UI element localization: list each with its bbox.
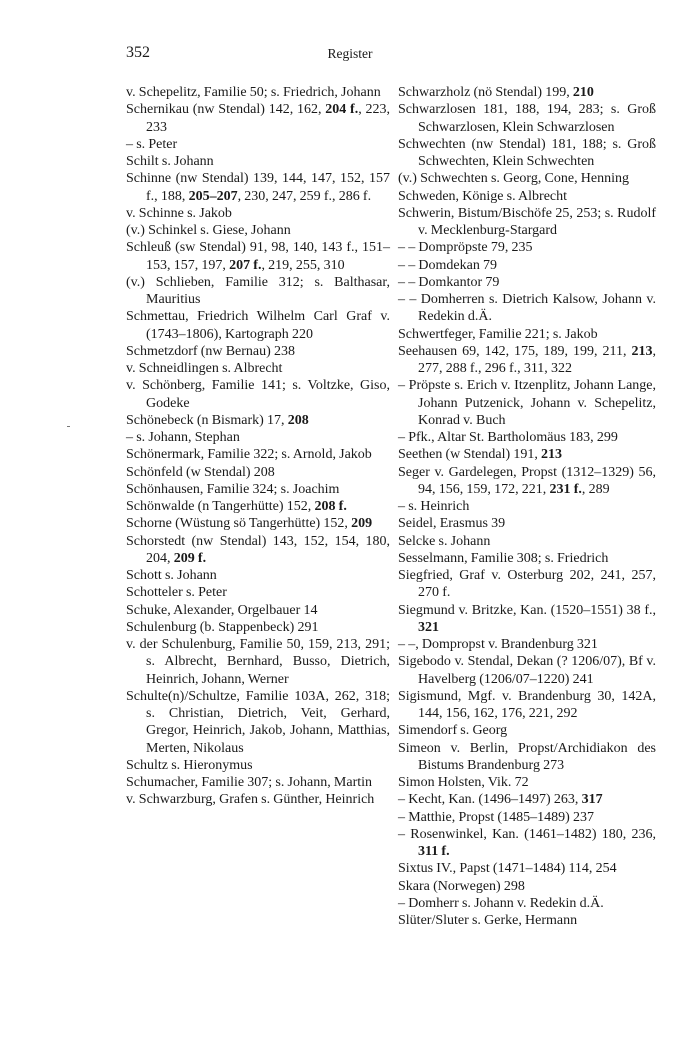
index-entry: [126, 757, 390, 774]
index-entry: [126, 84, 390, 101]
index-entry: [126, 498, 390, 515]
index-entry-text: Schleuß (sw Stendal) 91, 98, 140, 143 f., 151–153, 157, 197,: [126, 240, 390, 273]
index-entry-text: , 223, 233: [146, 102, 390, 135]
index-entry-text: Slüter/Sluter s. Gerke, Hermann: [398, 913, 578, 928]
index-entry-page-bold: 209: [351, 516, 373, 532]
index-entry-text: Selcke s. Johann: [398, 533, 491, 549]
index-entry: [398, 515, 656, 532]
index-entry-text: Seger v. Gardelegen, Propst (1312–1329) 56, 94, 156, 159, 172, 221,: [398, 464, 656, 497]
index-entry-page-bold: 205–207: [188, 188, 238, 204]
index-entry-text: Sigebodo v. Stendal, Dekan (? 1206/07), Bf v. Havelberg (1206/07–1220) 241: [398, 654, 656, 687]
index-entry: [398, 912, 656, 929]
index-entry-text: Schulte(n)/Schultze, Familie 103A, 262, 318; s. Christian, Dietrich, Veit, Gerhard, Gregor, Heinrich, Jakob, Johann, Matthias, Merten, Nikolaus: [126, 688, 390, 756]
index-entry: [398, 653, 656, 688]
index-entry: [126, 274, 390, 309]
index-entry-page-bold: 231 f.: [549, 481, 582, 497]
index-entry: [126, 481, 390, 498]
index-entry: [126, 515, 390, 532]
index-entry: [126, 584, 390, 601]
index-entry-text: – s. Heinrich: [398, 499, 470, 514]
index-entry-text: (v.) Schlieben, Familie 312; s. Balthasar, Mauritius: [126, 274, 390, 307]
index-entry-text: Skara (Norwegen) 298: [398, 878, 525, 894]
index-entry: [398, 774, 656, 791]
page-number: 352: [126, 44, 150, 61]
index-entry: [398, 791, 656, 808]
index-entry-text: – Pröpste s. Erich v. Itzenplitz, Johann Lange, Johann Putzenick, Johann v. Schepelitz, Konrad v. Buch: [398, 378, 656, 428]
index-entry-text: , 277, 288 f., 296 f., 311, 322: [418, 343, 656, 376]
index-entry-text: Schorne (Wüstung sö Tangerhütte) 152,: [126, 516, 352, 532]
index-entry-text: , 289: [581, 481, 610, 497]
index-entry: [126, 619, 390, 636]
index-entry: [398, 239, 656, 256]
index-entry-page-bold: 317: [581, 792, 603, 808]
index-entry: [398, 291, 656, 326]
index-entry: [126, 101, 390, 136]
index-entry-text: Schulenburg (b. Stappenbeck) 291: [126, 619, 319, 635]
index-entry-text: Schwarzholz (nö Stendal) 199,: [398, 85, 573, 100]
index-entry: [398, 274, 656, 291]
index-entry: [398, 688, 656, 723]
index-entry-text: Siegmund v. Britzke, Kan. (1520–1551) 38 f.,: [398, 602, 656, 618]
margin-mark: [67, 426, 70, 427]
index-entry: [398, 636, 656, 653]
index-entry-text: v. Schepelitz, Familie 50; s. Friedrich, Johann: [126, 85, 381, 100]
index-entry-page-bold: 209 f.: [173, 550, 207, 566]
index-entry-text: v. Schönberg, Familie 141; s. Voltzke, Giso, Godeke: [126, 378, 390, 411]
index-entry-page-bold: 213: [541, 447, 563, 463]
index-entry-text: Simendorf s. Georg: [398, 723, 508, 739]
index-entry-text: Schwerin, Bistum/Bischöfe 25, 253; s. Rudolf v. Mecklenburg-Stargard: [398, 205, 656, 238]
index-entry: [398, 205, 656, 240]
index-entry: [398, 429, 656, 446]
index-entry-text: Siegfried, Graf v. Osterburg 202, 241, 257, 270 f.: [398, 568, 656, 601]
index-entry-text: – – Domkantor 79: [398, 274, 500, 290]
index-entry: [126, 429, 390, 446]
index-entry-text: – Rosenwinkel, Kan. (1461–1482) 180, 236,: [398, 826, 656, 842]
index-entry: [126, 343, 390, 360]
index-entry-text: v. Schinne s. Jakob: [126, 205, 232, 221]
index-entry: [126, 567, 390, 584]
index-entry: [126, 239, 390, 274]
index-entry: [126, 136, 390, 153]
index-entry-text: (v.) Schwechten s. Georg, Cone, Henning: [398, 171, 630, 187]
index-entry-text: Schultz s. Hieronymus: [126, 757, 253, 773]
index-entry: [398, 257, 656, 274]
index-entry: [126, 533, 390, 568]
index-entry-page-bold: 204 f.: [325, 102, 359, 118]
index-entry: [126, 153, 390, 170]
index-entry: [126, 308, 390, 343]
index-entry-text: – s. Johann, Stephan: [126, 430, 240, 445]
index-entry: [398, 498, 656, 515]
index-entry: [398, 860, 656, 877]
index-entry-text: Schönebeck (n Bismark) 17,: [126, 412, 288, 428]
index-entry-text: Schönhausen, Familie 324; s. Joachim: [126, 481, 340, 497]
index-entry-text: Schinne (nw Stendal) 139, 144, 147, 152, 157 f., 188,: [126, 171, 390, 204]
index-entry-page-bold: 210: [572, 85, 594, 100]
index-entry-text: Sigismund, Mgf. v. Brandenburg 30, 142A, 144, 156, 162, 176, 221, 292: [398, 688, 656, 721]
index-entry: [126, 688, 390, 757]
index-entry: [398, 326, 656, 343]
index-entry-text: – Domherr s. Johann v. Redekin d.Ä.: [398, 895, 604, 911]
index-entry-text: Sixtus IV., Papst (1471–1484) 114, 254: [398, 861, 617, 877]
index-entry: [126, 205, 390, 222]
index-entry-text: – – Domherren s. Dietrich Kalsow, Johann v. Redekin d.Ä.: [398, 292, 656, 325]
index-entry: [398, 895, 656, 912]
index-entry: [126, 602, 390, 619]
index-entry: [398, 550, 656, 567]
index-entry-text: v. Schneidlingen s. Albrecht: [126, 361, 283, 376]
index-entry-text: – s. Peter: [126, 136, 178, 152]
index-entry-text: Schmettau, Friedrich Wilhelm Carl Graf v. (1743–1806), Kartograph 220: [126, 309, 390, 342]
index-entry-page-bold: 208 f.: [314, 499, 347, 514]
index-entry-text: – – Domdekan 79: [398, 257, 498, 273]
running-head: Register: [327, 46, 373, 61]
index-entry-text: – Kecht, Kan. (1496–1497) 263,: [398, 792, 582, 808]
index-entry-text: v. Schwarzburg, Grafen s. Günther, Heinrich: [126, 792, 375, 808]
index-entry-text: Sesselmann, Familie 308; s. Friedrich: [398, 550, 609, 566]
index-entry: [126, 412, 390, 429]
index-entry-text: – – Dompröpste 79, 235: [398, 240, 533, 256]
index-entry-text: Schott s. Johann: [126, 568, 217, 583]
index-entry: [398, 567, 656, 602]
index-entry: [126, 360, 390, 377]
index-entry-text: Schwechten (nw Stendal) 181, 188; s. Groß Schwechten, Klein Schwechten: [398, 136, 656, 169]
index-entry: [398, 343, 656, 378]
index-entry-text: – Pfk., Altar St. Bartholomäus 183, 299: [398, 430, 618, 445]
index-entry: [398, 101, 656, 136]
index-entry: [126, 170, 390, 205]
index-entry-text: (v.) Schinkel s. Giese, Johann: [126, 223, 291, 238]
index-entry-page-bold: 208: [287, 412, 309, 428]
index-entry-text: Schönfeld (w Stendal) 208: [126, 464, 275, 480]
index-entry-text: Seehausen 69, 142, 175, 189, 199, 211,: [398, 343, 632, 359]
index-entry-text: Schmetzdorf (nw Bernau) 238: [126, 343, 295, 359]
index-entry: [126, 464, 390, 481]
index-entry-text: Seethen (w Stendal) 191,: [398, 447, 542, 463]
index-entry-text: Schönermark, Familie 322; s. Arnold, Jakob: [126, 447, 372, 463]
index-entry: [398, 878, 656, 895]
index-entry: [398, 602, 656, 637]
index-entry-text: Schorstedt (nw Stendal) 143, 152, 154, 180, 204,: [126, 533, 390, 566]
index-entry-text: Schwarzlosen 181, 188, 194, 283; s. Groß Schwarzlosen, Klein Schwarzlosen: [398, 102, 656, 135]
index-entry: [398, 464, 656, 499]
index-entry: [398, 826, 656, 861]
index-entry-text: Schilt s. Johann: [126, 154, 214, 169]
index-column-left: [126, 84, 390, 809]
index-entry-text: Schernikau (nw Stendal) 142, 162,: [126, 102, 326, 118]
index-entry-text: , 230, 247, 259 f., 286 f.: [237, 188, 372, 204]
index-entry-text: Schumacher, Familie 307; s. Johann, Martin: [126, 775, 373, 790]
index-entry-page-bold: 207 f.: [229, 257, 262, 273]
index-entry-page-bold: 213: [631, 343, 653, 359]
index-entry: [126, 446, 390, 463]
index-entry: [126, 791, 390, 808]
index-entry-text: Schuke, Alexander, Orgelbauer 14: [126, 602, 318, 618]
index-entry: [126, 774, 390, 791]
index-entry-text: Simeon v. Berlin, Propst/Archidiakon des Bistums Brandenburg 273: [398, 740, 656, 773]
index-entry-text: Seidel, Erasmus 39: [398, 516, 506, 532]
index-entry-text: , 219, 255, 310: [261, 257, 345, 273]
index-entry: [398, 188, 656, 205]
index-entry: [398, 533, 656, 550]
index-entry-text: – Matthie, Propst (1485–1489) 237: [398, 809, 594, 825]
index-entry: [398, 136, 656, 171]
index-entry: [398, 809, 656, 826]
index-entry: [126, 377, 390, 412]
index-entry-page-bold: 311 f.: [418, 844, 450, 859]
index-entry: [398, 446, 656, 463]
index-entry: [126, 636, 390, 688]
index-entry-text: Schwertfeger, Familie 221; s. Jakob: [398, 326, 598, 342]
index-entry: [398, 722, 656, 739]
index-entry: [398, 740, 656, 775]
index-entry: [398, 84, 656, 101]
index-entry-text: – –, Dompropst v. Brandenburg 321: [398, 637, 598, 652]
index-entry-text: Schönwalde (n Tangerhütte) 152,: [126, 499, 315, 514]
index-entry-text: v. der Schulenburg, Familie 50, 159, 213, 291; s. Albrecht, Bernhard, Busso, Dietrich, Heinrich, Johann, Werner: [126, 637, 390, 687]
index-column-right: [398, 84, 656, 929]
index-entry-text: Schotteler s. Peter: [126, 585, 227, 601]
index-entry: [126, 222, 390, 239]
index-entry-text: Simon Holsten, Vik. 72: [398, 775, 529, 790]
index-entry: [398, 377, 656, 429]
index-entry-page-bold: 321: [418, 619, 439, 635]
index-entry: [398, 170, 656, 187]
index-entry-text: Schweden, Könige s. Albrecht: [398, 188, 568, 204]
